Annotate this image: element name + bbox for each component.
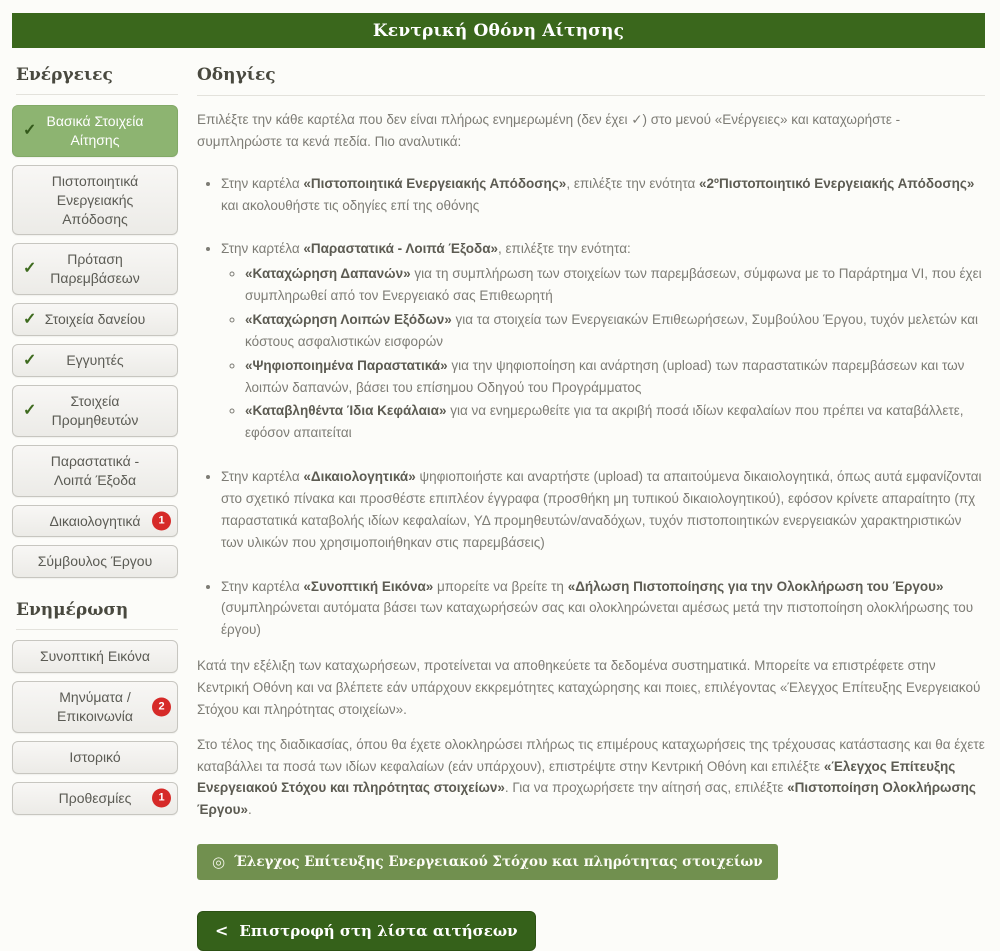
sidebar-item-deadlines[interactable] xyxy=(12,782,178,815)
sub-list-item: ◦ «Καταχώρηση Δαπανών» για τη συμπλήρωση των στοιχείων των παρεμβάσεων, σύμφωνα με το Παράρτημα VI, που έχει συμπληρωθεί από τον Ενεργειακό σας Επιθεωρητή xyxy=(245,263,985,307)
energy-target-check-button[interactable] xyxy=(197,844,778,880)
sidebar-item-label: Πρόταση Παρεμβάσεων xyxy=(50,251,140,287)
sidebar-item-project-consultant[interactable] xyxy=(12,545,178,578)
sidebar-item-basic-application-info[interactable] xyxy=(12,105,178,157)
sidebar-item-label: Προθεσμίες xyxy=(58,789,132,806)
sidebar-section-information xyxy=(12,600,178,814)
sidebar-heading-information: Ενημέρωση xyxy=(16,600,178,630)
sidebar-item-summary-view[interactable] xyxy=(12,640,178,673)
sidebar-item-messages-communication[interactable] xyxy=(12,681,178,733)
check-icon: ✓ xyxy=(23,310,37,328)
app-header xyxy=(12,13,985,48)
list-item: • Στην καρτέλα «Πιστοποιητικά Ενεργειακής Απόδοσης», επιλέξτε την ενότητα «2ºΠιστοποιητικό Ενεργειακής Απόδοσης» και ακολουθήστε τις οδηγίες επί της οθόνης xyxy=(221,173,985,217)
sidebar-section-actions xyxy=(12,65,178,578)
sidebar-nav-information xyxy=(12,630,178,814)
sidebar-item-label: Μηνύματα / Επικοινωνία xyxy=(57,689,133,725)
page-title: Κεντρική Οθόνη Αίτησης xyxy=(372,20,625,41)
sidebar-item-label: Εγγυητές xyxy=(66,352,124,369)
instructions-list xyxy=(197,173,985,641)
list-item xyxy=(221,238,985,444)
check-icon: ✓ xyxy=(23,260,37,278)
sidebar-item-label: Παραστατικά - Λοιπά Έξοδα xyxy=(50,452,140,488)
sidebar-item-label: Δικαιολογητικά xyxy=(49,512,141,529)
notification-badge: 2 xyxy=(152,698,171,717)
sidebar-item-guarantors[interactable] xyxy=(12,344,178,377)
sub-list-item: ◦ «Καταχώρηση Λοιπών Εξόδων» για τα στοιχεία των Ενεργειακών Επιθεωρήσεων, Συμβούλου Έργου, τυχόν μελετών και κόστους ασφαλιστικών εισφορών xyxy=(245,309,985,353)
sub-list xyxy=(221,263,985,444)
sub-list-item: ◦ «Ψηφιοποιημένα Παραστατικά» για την ψηφιοποίηση και ανάρτηση (upload) των παραστατικών παρεμβάσεων και των λοιπών δαπανών, βάσει του επίσημου Οδηγού του Προγράμματος xyxy=(245,355,985,399)
notification-badge: 1 xyxy=(152,512,171,531)
check-icon: ✓ xyxy=(23,401,37,419)
back-to-applications-label: Επιστροφή στη λίστα αιτήσεων xyxy=(239,922,518,941)
sidebar-item-label: Στοιχεία δανείου xyxy=(44,311,146,328)
sidebar-item-label: Πιστοποιητικά Ενεργειακής Απόδοσης xyxy=(51,172,139,227)
energy-target-check-label: Έλεγχος Επίτευξης Ενεργειακού Στόχου και πληρότητας στοιχείων xyxy=(234,854,763,871)
sidebar-item-label: Σύμβουλος Έργου xyxy=(37,553,153,570)
list-item: • Στην καρτέλα «Δικαιολογητικά» ψηφιοποιήστε και αναρτήστε (upload) τα απαιτούμενα δικαιολογητικά, όπως αυτά εμφανίζονται στο σχετικό πίνακα και προσθέστε επιπλέον έγγραφα (προσθήκη μη τυπικού δικαιολογητικού), εφόσον κρίνετε απαραίτητο (πχ παραστατικά καταβολής ιδίων κεφαλαίων, ΥΔ προμηθευτών/αναδόχων, τυχόν πιστοποιητικών ενεργειακών χαρακτηριστικών των υλικών που χρησιμοποιήθηκαν στις παρεμβάσεις) xyxy=(221,466,985,553)
sidebar-heading-actions: Ενέργειες xyxy=(16,65,178,95)
sidebar-item-loan-details[interactable] xyxy=(12,303,178,336)
sidebar-item-label: Στοιχεία Προμηθευτών xyxy=(51,393,139,428)
sidebar-item-suppliers-details[interactable] xyxy=(12,385,178,437)
chevron-left-icon: < xyxy=(215,921,229,941)
list-item: • Στην καρτέλα «Συνοπτική Εικόνα» μπορείτε να βρείτε τη «Δήλωση Πιστοποίησης για την Ολοκλήρωση του Έργου» (συμπληρώνεται αυτόματα βάσει των καταχωρήσεών σας και ολοκληρώνεται αμέσως μετά την πιστοποίηση ολοκλήρωσης του έργου) xyxy=(221,576,985,642)
sidebar-item-invoices-other-expenses[interactable] xyxy=(12,445,178,497)
target-icon: ◎ xyxy=(212,852,226,871)
sidebar-item-energy-certificates[interactable] xyxy=(12,165,178,236)
sidebar-item-label: Συνοπτική Εικόνα xyxy=(39,648,151,665)
back-to-applications-button[interactable] xyxy=(197,911,536,951)
sidebar-item-label: Βασικά Στοιχεία Αίτησης xyxy=(46,113,144,148)
intro-paragraph: Επιλέξτε την κάθε καρτέλα που δεν είναι πλήρως ενημερωμένη (δεν έχει ✓) στο μενού «Ενέργειες» και καταχωρήστε - συμπληρώστε τα κενά πεδία. Πιο αναλυτικά: xyxy=(197,112,901,149)
save-progress-paragraph: Κατά την εξέλιξη των καταχωρήσεων, προτείνεται να αποθηκεύετε τα δεδομένα συστηματικά. Μπορείτε να επιστρέφετε στην Κεντρική Οθόνη και να βλέπετε εάν υπάρχουν εκκρεμότητες καταχώρησης και ποιες, επιλέγοντας «Έλεγχος Επίτευξης Ενεργειακού Στόχου και πληρότητας στοιχείων». xyxy=(197,658,981,717)
notification-badge: 1 xyxy=(152,789,171,808)
final-steps-paragraph: Στο τέλος της διαδικασίας, όπου θα έχετε ολοκληρώσει πλήρως τις επιμέρους καταχωρήσεις της τρέχουσας κατάστασης και θα έχετε καταβάλλει τα ποσά των ιδίων κεφαλαίων (εάν υπάρχουν), επιστρέψτε στην Κεντρική Οθόνη και επιλέξτε «Έλεγχος Επίτευξης Ενεργειακού Στόχου και πληρότητας στοιχείων». Για να προχωρήσετε την αίτησή σας, επιλέξτε «Πιστοποίηση Ολοκλήρωσης Έργου». xyxy=(197,736,985,818)
sidebar-item-label: Ιστορικό xyxy=(69,749,121,766)
layout xyxy=(12,48,985,951)
back-row xyxy=(197,911,985,951)
main-content xyxy=(197,58,985,951)
list-item-text: Στην καρτέλα «Παραστατικά - Λοιπά Έξοδα», επιλέξτε την ενότητα: xyxy=(221,241,631,257)
instructions-heading: Οδηγίες xyxy=(197,65,985,96)
check-icon: ✓ xyxy=(23,121,37,139)
instructions-body xyxy=(197,109,985,821)
sidebar-nav-actions xyxy=(12,95,178,578)
sidebar-item-intervention-proposal[interactable] xyxy=(12,243,178,295)
sidebar xyxy=(12,58,178,951)
sidebar-item-supporting-documents[interactable] xyxy=(12,505,178,538)
sidebar-item-history[interactable] xyxy=(12,741,178,774)
sub-list-item: ◦ «Καταβληθέντα Ίδια Κεφάλαια» για να ενημερωθείτε για τα ακριβή ποσά ιδίων κεφαλαίων που πρέπει να καταβάλλετε, εφόσον απαιτείται xyxy=(245,400,985,444)
check-icon: ✓ xyxy=(23,351,37,369)
